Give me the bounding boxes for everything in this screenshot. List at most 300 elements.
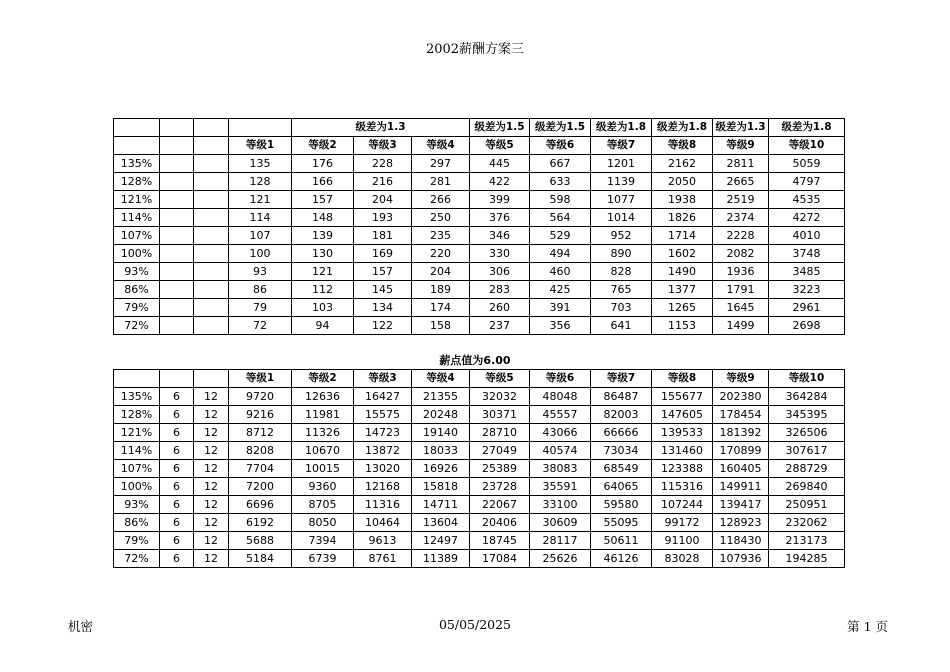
amount-cell: 8050	[292, 514, 354, 532]
percent-cell: 121%	[114, 191, 160, 209]
amount-cell: 64065	[591, 478, 652, 496]
amount-cell: 19140	[412, 424, 470, 442]
value-cell: 356	[530, 317, 591, 335]
value-cell: 2698	[769, 317, 845, 335]
value-cell: 86	[229, 281, 292, 299]
value-cell: 598	[530, 191, 591, 209]
value-cell: 1791	[713, 281, 769, 299]
amount-cell: 13604	[412, 514, 470, 532]
amount-cell: 20248	[412, 406, 470, 424]
value-cell: 564	[530, 209, 591, 227]
factor-cell: 6	[160, 550, 194, 568]
column-header-cell: 等级8	[652, 137, 713, 155]
column-header-cell: 等级7	[591, 370, 652, 388]
amount-cell: 10015	[292, 460, 354, 478]
column-header-cell: 等级3	[354, 137, 412, 155]
column-header-cell: 等级3	[354, 370, 412, 388]
empty-cell	[194, 370, 229, 388]
percent-cell: 100%	[114, 478, 160, 496]
value-cell: 641	[591, 317, 652, 335]
empty-cell	[194, 137, 229, 155]
factor-cell: 6	[160, 496, 194, 514]
amount-cell: 139417	[713, 496, 769, 514]
value-cell: 176	[292, 155, 354, 173]
value-cell: 134	[354, 299, 412, 317]
amount-cell: 11981	[292, 406, 354, 424]
value-cell: 952	[591, 227, 652, 245]
amount-cell: 48048	[530, 388, 591, 406]
amount-cell: 12168	[354, 478, 412, 496]
factor-cell: 6	[160, 442, 194, 460]
amount-cell: 59580	[591, 496, 652, 514]
amount-cell: 22067	[470, 496, 530, 514]
amount-cell: 33100	[530, 496, 591, 514]
value-cell: 121	[229, 191, 292, 209]
value-cell: 2162	[652, 155, 713, 173]
amount-cell: 118430	[713, 532, 769, 550]
table-row	[114, 299, 845, 317]
empty-cell	[160, 227, 194, 245]
amount-cell: 149911	[713, 478, 769, 496]
value-cell: 1490	[652, 263, 713, 281]
percent-cell: 135%	[114, 155, 160, 173]
table-row	[114, 550, 845, 568]
value-cell: 260	[470, 299, 530, 317]
amount-cell: 50611	[591, 532, 652, 550]
value-cell: 158	[412, 317, 470, 335]
column-header-cell: 等级10	[769, 137, 845, 155]
months-cell: 12	[194, 460, 229, 478]
value-cell: 1201	[591, 155, 652, 173]
value-cell: 1826	[652, 209, 713, 227]
table-row	[114, 227, 845, 245]
amount-cell: 5184	[229, 550, 292, 568]
column-header-cell: 等级1	[229, 137, 292, 155]
column-header-row	[114, 370, 845, 388]
percent-cell: 100%	[114, 245, 160, 263]
footer-page-number: 第 1 页	[847, 619, 888, 634]
amount-cell: 14723	[354, 424, 412, 442]
column-header-cell: 等级7	[591, 137, 652, 155]
grade-ratio-table	[113, 118, 845, 335]
table-row	[114, 209, 845, 227]
amount-cell: 7704	[229, 460, 292, 478]
table-row	[114, 388, 845, 406]
value-cell: 1139	[591, 173, 652, 191]
value-cell: 145	[354, 281, 412, 299]
amount-cell: 35591	[530, 478, 591, 496]
amount-cell: 181392	[713, 424, 769, 442]
amount-cell: 6739	[292, 550, 354, 568]
amount-cell: 10464	[354, 514, 412, 532]
empty-cell	[194, 173, 229, 191]
amount-cell: 13020	[354, 460, 412, 478]
percent-cell: 79%	[114, 299, 160, 317]
group-header-cell: 级差为1.8	[591, 119, 652, 137]
value-cell: 306	[470, 263, 530, 281]
column-header-cell: 等级5	[470, 137, 530, 155]
value-cell: 1153	[652, 317, 713, 335]
table-row	[114, 173, 845, 191]
value-cell: 204	[354, 191, 412, 209]
value-cell: 107	[229, 227, 292, 245]
percent-cell: 128%	[114, 173, 160, 191]
percent-cell: 135%	[114, 388, 160, 406]
amount-cell: 21355	[412, 388, 470, 406]
months-cell: 12	[194, 424, 229, 442]
group-header-cell: 级差为1.8	[769, 119, 845, 137]
empty-cell	[194, 209, 229, 227]
value-cell: 130	[292, 245, 354, 263]
value-cell: 346	[470, 227, 530, 245]
months-cell: 12	[194, 478, 229, 496]
amount-cell: 8208	[229, 442, 292, 460]
page-title: 2002薪酬方案三	[425, 42, 525, 57]
months-cell: 12	[194, 550, 229, 568]
amount-cell: 38083	[530, 460, 591, 478]
empty-cell	[194, 155, 229, 173]
amount-cell: 30371	[470, 406, 530, 424]
value-cell: 2811	[713, 155, 769, 173]
months-cell: 12	[194, 514, 229, 532]
percent-cell: 72%	[114, 550, 160, 568]
value-cell: 72	[229, 317, 292, 335]
amount-cell: 288729	[769, 460, 845, 478]
percent-cell: 79%	[114, 532, 160, 550]
value-cell: 4535	[769, 191, 845, 209]
value-cell: 391	[530, 299, 591, 317]
table-row	[114, 281, 845, 299]
amount-cell: 326506	[769, 424, 845, 442]
amount-cell: 8712	[229, 424, 292, 442]
empty-cell	[160, 370, 194, 388]
table-row	[114, 424, 845, 442]
value-cell: 765	[591, 281, 652, 299]
table-row	[114, 442, 845, 460]
amount-cell: 16926	[412, 460, 470, 478]
value-cell: 890	[591, 245, 652, 263]
empty-cell	[194, 191, 229, 209]
amount-cell: 6696	[229, 496, 292, 514]
column-header-cell: 等级2	[292, 137, 354, 155]
amount-cell: 40574	[530, 442, 591, 460]
value-cell: 2961	[769, 299, 845, 317]
table-row	[114, 478, 845, 496]
column-header-cell: 等级9	[713, 370, 769, 388]
empty-cell	[160, 263, 194, 281]
empty-cell	[160, 299, 194, 317]
column-header-cell: 等级6	[530, 137, 591, 155]
empty-cell	[194, 299, 229, 317]
value-cell: 633	[530, 173, 591, 191]
amount-cell: 123388	[652, 460, 713, 478]
amount-cell: 7200	[229, 478, 292, 496]
value-cell: 157	[292, 191, 354, 209]
value-cell: 128	[229, 173, 292, 191]
value-cell: 1602	[652, 245, 713, 263]
value-cell: 330	[470, 245, 530, 263]
amount-cell: 307617	[769, 442, 845, 460]
months-cell: 12	[194, 406, 229, 424]
value-cell: 494	[530, 245, 591, 263]
group-header-cell: 级差为1.5	[470, 119, 530, 137]
column-header-cell: 等级4	[412, 137, 470, 155]
factor-cell: 6	[160, 424, 194, 442]
value-cell: 166	[292, 173, 354, 191]
percent-cell: 107%	[114, 227, 160, 245]
value-cell: 1938	[652, 191, 713, 209]
months-cell: 12	[194, 442, 229, 460]
column-header-row	[114, 137, 845, 155]
value-cell: 460	[530, 263, 591, 281]
amount-cell: 68549	[591, 460, 652, 478]
value-cell: 703	[591, 299, 652, 317]
value-cell: 228	[354, 155, 412, 173]
value-cell: 189	[412, 281, 470, 299]
value-cell: 148	[292, 209, 354, 227]
amount-cell: 43066	[530, 424, 591, 442]
amount-cell: 9216	[229, 406, 292, 424]
value-cell: 204	[412, 263, 470, 281]
group-header-cell: 级差为1.3	[713, 119, 769, 137]
percent-cell: 93%	[114, 496, 160, 514]
amount-cell: 11316	[354, 496, 412, 514]
value-cell: 3485	[769, 263, 845, 281]
amount-cell: 7394	[292, 532, 354, 550]
value-cell: 281	[412, 173, 470, 191]
amount-cell: 18745	[470, 532, 530, 550]
amount-cell: 115316	[652, 478, 713, 496]
value-cell: 2050	[652, 173, 713, 191]
amount-cell: 23728	[470, 478, 530, 496]
value-cell: 216	[354, 173, 412, 191]
value-cell: 220	[412, 245, 470, 263]
percent-cell: 128%	[114, 406, 160, 424]
column-header-cell: 等级2	[292, 370, 354, 388]
amount-cell: 91100	[652, 532, 713, 550]
amount-cell: 14711	[412, 496, 470, 514]
table-row	[114, 191, 845, 209]
value-cell: 235	[412, 227, 470, 245]
empty-cell	[114, 370, 160, 388]
value-cell: 828	[591, 263, 652, 281]
amount-cell: 107936	[713, 550, 769, 568]
amount-cell: 128923	[713, 514, 769, 532]
value-cell: 237	[470, 317, 530, 335]
value-cell: 425	[530, 281, 591, 299]
amount-cell: 139533	[652, 424, 713, 442]
value-cell: 1377	[652, 281, 713, 299]
amount-cell: 155677	[652, 388, 713, 406]
amount-cell: 55095	[591, 514, 652, 532]
amount-cell: 160405	[713, 460, 769, 478]
value-cell: 2665	[713, 173, 769, 191]
table-row	[114, 496, 845, 514]
value-cell: 114	[229, 209, 292, 227]
percent-cell: 72%	[114, 317, 160, 335]
amount-cell: 16427	[354, 388, 412, 406]
months-cell: 12	[194, 496, 229, 514]
amount-cell: 345395	[769, 406, 845, 424]
empty-cell	[160, 317, 194, 335]
percent-cell: 86%	[114, 514, 160, 532]
empty-cell	[194, 245, 229, 263]
value-cell: 250	[412, 209, 470, 227]
value-cell: 157	[354, 263, 412, 281]
value-cell: 5059	[769, 155, 845, 173]
column-header-cell: 等级4	[412, 370, 470, 388]
value-cell: 2374	[713, 209, 769, 227]
amount-cell: 15818	[412, 478, 470, 496]
amount-cell: 27049	[470, 442, 530, 460]
amount-cell: 8761	[354, 550, 412, 568]
footer-date: 05/05/2025	[438, 617, 512, 632]
empty-cell	[160, 137, 194, 155]
empty-cell	[160, 155, 194, 173]
amount-cell: 12636	[292, 388, 354, 406]
value-cell: 1714	[652, 227, 713, 245]
amount-cell: 9720	[229, 388, 292, 406]
value-cell: 112	[292, 281, 354, 299]
amount-cell: 25389	[470, 460, 530, 478]
value-cell: 297	[412, 155, 470, 173]
value-cell: 1265	[652, 299, 713, 317]
value-cell: 100	[229, 245, 292, 263]
amount-cell: 131460	[652, 442, 713, 460]
factor-cell: 6	[160, 406, 194, 424]
value-cell: 135	[229, 155, 292, 173]
empty-cell	[160, 173, 194, 191]
percent-cell: 107%	[114, 460, 160, 478]
column-header-cell: 等级5	[470, 370, 530, 388]
value-cell: 376	[470, 209, 530, 227]
amount-cell: 232062	[769, 514, 845, 532]
amount-cell: 269840	[769, 478, 845, 496]
amount-cell: 6192	[229, 514, 292, 532]
value-cell: 169	[354, 245, 412, 263]
amount-cell: 10670	[292, 442, 354, 460]
amount-cell: 194285	[769, 550, 845, 568]
amount-cell: 15575	[354, 406, 412, 424]
percent-cell: 86%	[114, 281, 160, 299]
amount-cell: 17084	[470, 550, 530, 568]
value-cell: 79	[229, 299, 292, 317]
value-cell: 121	[292, 263, 354, 281]
value-cell: 2228	[713, 227, 769, 245]
empty-cell	[194, 281, 229, 299]
value-cell: 3748	[769, 245, 845, 263]
empty-cell	[160, 209, 194, 227]
amount-cell: 147605	[652, 406, 713, 424]
amount-cell: 9360	[292, 478, 354, 496]
amount-cell: 18033	[412, 442, 470, 460]
table-row	[114, 245, 845, 263]
group-header-cell: 级差为1.8	[652, 119, 713, 137]
empty-cell	[194, 317, 229, 335]
value-cell: 174	[412, 299, 470, 317]
salary-amount-table	[113, 369, 845, 568]
table-row	[114, 317, 845, 335]
value-cell: 3223	[769, 281, 845, 299]
amount-cell: 202380	[713, 388, 769, 406]
months-cell: 12	[194, 532, 229, 550]
footer-confidential: 机密	[68, 619, 94, 634]
percent-cell: 114%	[114, 209, 160, 227]
amount-cell: 32032	[470, 388, 530, 406]
value-cell: 1936	[713, 263, 769, 281]
column-header-cell: 等级10	[769, 370, 845, 388]
amount-cell: 8705	[292, 496, 354, 514]
table-row	[114, 155, 845, 173]
empty-cell	[229, 119, 292, 137]
empty-cell	[160, 191, 194, 209]
value-cell: 399	[470, 191, 530, 209]
amount-cell: 46126	[591, 550, 652, 568]
value-cell: 266	[412, 191, 470, 209]
amount-cell: 45557	[530, 406, 591, 424]
amount-cell: 13872	[354, 442, 412, 460]
amount-cell: 11389	[412, 550, 470, 568]
value-cell: 103	[292, 299, 354, 317]
value-cell: 283	[470, 281, 530, 299]
amount-cell: 9613	[354, 532, 412, 550]
percent-cell: 114%	[114, 442, 160, 460]
empty-cell	[194, 227, 229, 245]
amount-cell: 170899	[713, 442, 769, 460]
value-cell: 529	[530, 227, 591, 245]
amount-cell: 12497	[412, 532, 470, 550]
amount-cell: 66666	[591, 424, 652, 442]
column-header-cell: 等级1	[229, 370, 292, 388]
amount-cell: 73034	[591, 442, 652, 460]
value-cell: 1499	[713, 317, 769, 335]
amount-cell: 28117	[530, 532, 591, 550]
factor-cell: 6	[160, 532, 194, 550]
empty-cell	[194, 263, 229, 281]
amount-cell: 20406	[470, 514, 530, 532]
group-header-cell: 级差为1.3	[292, 119, 470, 137]
amount-cell: 364284	[769, 388, 845, 406]
value-cell: 122	[354, 317, 412, 335]
value-cell: 2082	[713, 245, 769, 263]
column-header-cell: 等级6	[530, 370, 591, 388]
value-cell: 422	[470, 173, 530, 191]
value-cell: 2519	[713, 191, 769, 209]
table-row	[114, 514, 845, 532]
empty-cell	[114, 137, 160, 155]
factor-cell: 6	[160, 514, 194, 532]
empty-cell	[160, 245, 194, 263]
amount-cell: 5688	[229, 532, 292, 550]
percent-cell: 93%	[114, 263, 160, 281]
amount-cell: 107244	[652, 496, 713, 514]
value-cell: 139	[292, 227, 354, 245]
factor-cell: 6	[160, 478, 194, 496]
table-row	[114, 532, 845, 550]
value-cell: 445	[470, 155, 530, 173]
amount-cell: 213173	[769, 532, 845, 550]
column-header-cell: 等级9	[713, 137, 769, 155]
amount-cell: 178454	[713, 406, 769, 424]
salary-point-caption: 薪点值为6.00	[439, 354, 511, 367]
value-cell: 93	[229, 263, 292, 281]
empty-cell	[160, 119, 194, 137]
percent-cell: 121%	[114, 424, 160, 442]
empty-cell	[194, 119, 229, 137]
table-row	[114, 406, 845, 424]
amount-cell: 82003	[591, 406, 652, 424]
amount-cell: 250951	[769, 496, 845, 514]
